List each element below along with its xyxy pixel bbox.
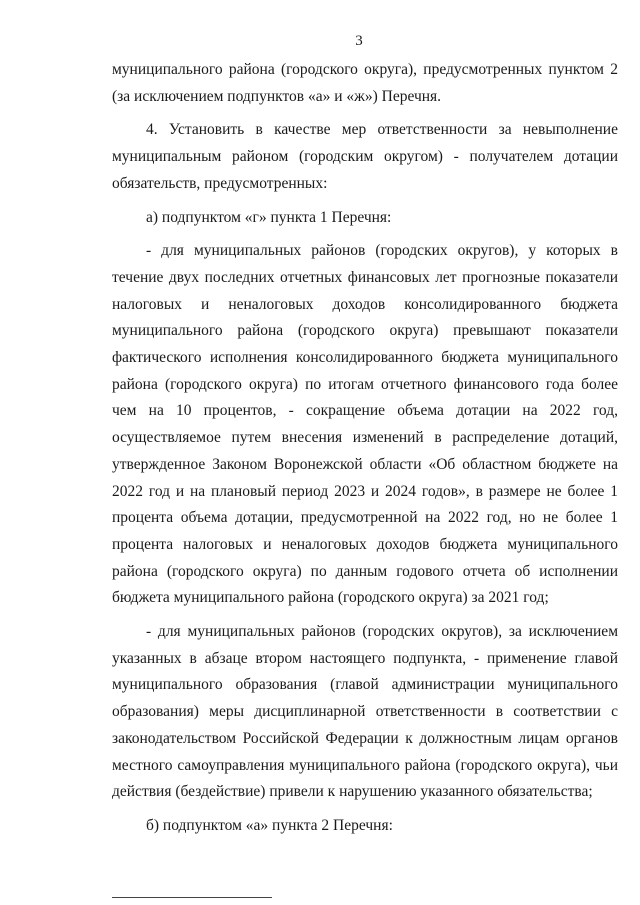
page-number: 3 xyxy=(355,33,363,49)
paragraph-subitem-b: б) подпунктом «а» пункта 2 Перечня: xyxy=(146,816,393,834)
document-body xyxy=(112,57,618,840)
paragraph-dash-reduction: - для муниципальных районов (городских округов), у которых в течение двух последних отчетных финансовых лет прогнозные показатели налоговых и неналоговых доходов консолидированного бюджета муниципального района (городского округа) превышают показатели фактического исполнения консолидированного бюджета муниципального района (городского округа) по итогам отчетного финансового года более чем на 10 процентов, - сокращение объема дотации на 2022 год, осуществляемое путем внесения изменений в распределение дотаций, утвержденное Законом Воронежской области «Об областном бюджете на 2022 год и на плановый период 2023 и 2024 годов», в размере не более 1 процента объема дотации, предусмотренной на 2022 год, но не более 1 процента налоговых и неналоговых доходов бюджета муниципального района (городского округа) по данным годового отчета об исполнении бюджета муниципального района (городского округа) за 2021 год; xyxy=(112,242,618,607)
paragraph-continuation: муниципального района (городского округа), предусмотренных пунктом 2 (за исключением подпунктов «а» и «ж») Перечня. xyxy=(112,61,618,105)
footnote-separator xyxy=(112,897,272,898)
paragraph-subitem-a: а) подпунктом «г» пункта 1 Перечня: xyxy=(146,208,392,226)
paragraph-item-4: 4. Установить в качестве мер ответственности за невыполнение муниципальным районом (городским округом) - получателем дотации обязательств, предусмотренных: xyxy=(112,121,618,192)
paragraph-dash-disciplinary: - для муниципальных районов (городских округов), за исключением указанных в абзаце втором настоящего подпункта, - применение главой муниципального образования (главой администрации муниципального образования) меры дисциплинарной ответственности в соответствии с законодательством Российской Федерации к должностным лицам органов местного самоуправления муниципального района (городского округа), чьи действия (бездействие) привели к нарушению указанного обязательства; xyxy=(112,623,618,801)
